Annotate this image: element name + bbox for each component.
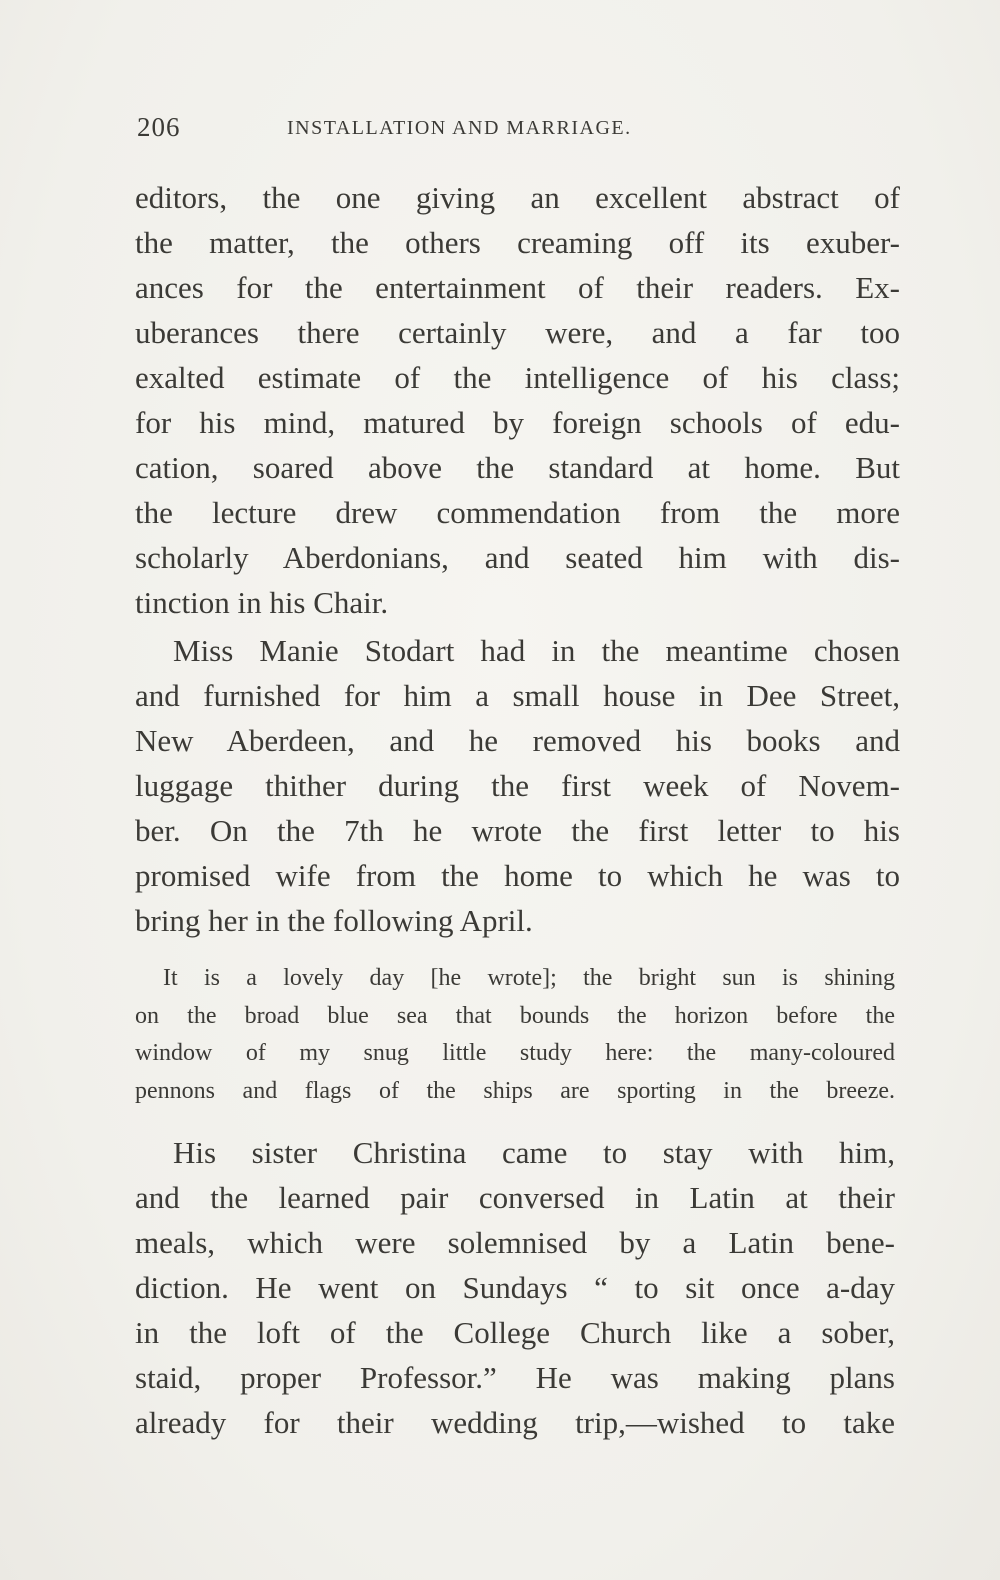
text-line: already for their wedding trip,—wished to take [135,1405,895,1440]
text-line: New Aberdeen, and he removed his books and [135,723,900,758]
text-line: uberances there certainly were, and a far too [135,315,900,350]
text-line: His sister Christina came to stay with him, [173,1135,895,1170]
paragraph-1 [135,175,900,625]
text-line: ances for the entertainment of their readers. Ex- [135,270,900,305]
text-line: ber. On the 7th he wrote the first letter to his [135,813,900,848]
text-line: Miss Manie Stodart had in the meantime chosen [173,633,900,668]
text-line: editors, the one giving an excellent abstract of [135,180,900,215]
paragraph-2 [135,628,900,943]
running-head: INSTALLATION AND MARRIAGE. [287,117,632,139]
text-line: and furnished for him a small house in Dee Street, [135,678,900,713]
text-line: meals, which were solemnised by a Latin bene- [135,1225,895,1260]
text-line: tinction in his Chair. [135,585,389,620]
text-line: bring her in the following April. [135,903,533,938]
quoted-letter [135,960,895,1110]
text-line: staid, proper Professor.” He was making plans [135,1360,895,1395]
text-line: promised wife from the home to which he was to [135,858,900,893]
quote-line: window of my snug little study here: the many-coloured [135,1040,895,1066]
text-line: exalted estimate of the intelligence of his class; [135,360,900,395]
page-number: 206 [137,112,181,142]
quote-line: It is a lovely day [he wrote]; the bright sun is shining [163,965,895,991]
text-line: cation, soared above the standard at home. But [135,450,900,485]
text-line: in the loft of the College Church like a sober, [135,1315,895,1350]
text-line: scholarly Aberdonians, and seated him with dis- [135,540,900,575]
text-line: the matter, the others creaming off its exuber- [135,225,900,260]
text-line: the lecture drew commendation from the more [135,495,900,530]
page-header [137,112,757,148]
paragraph-3 [135,1130,895,1445]
text-line: for his mind, matured by foreign schools of edu- [135,405,900,440]
text-line: and the learned pair conversed in Latin at their [135,1180,895,1215]
quote-line: on the broad blue sea that bounds the horizon before the [135,1002,895,1029]
text-line: luggage thither during the first week of Novem- [135,768,900,803]
quote-line: pennons and flags of the ships are sporting in the breeze. [135,1077,895,1104]
text-line: diction. He went on Sundays “ to sit once a-day [135,1270,895,1305]
